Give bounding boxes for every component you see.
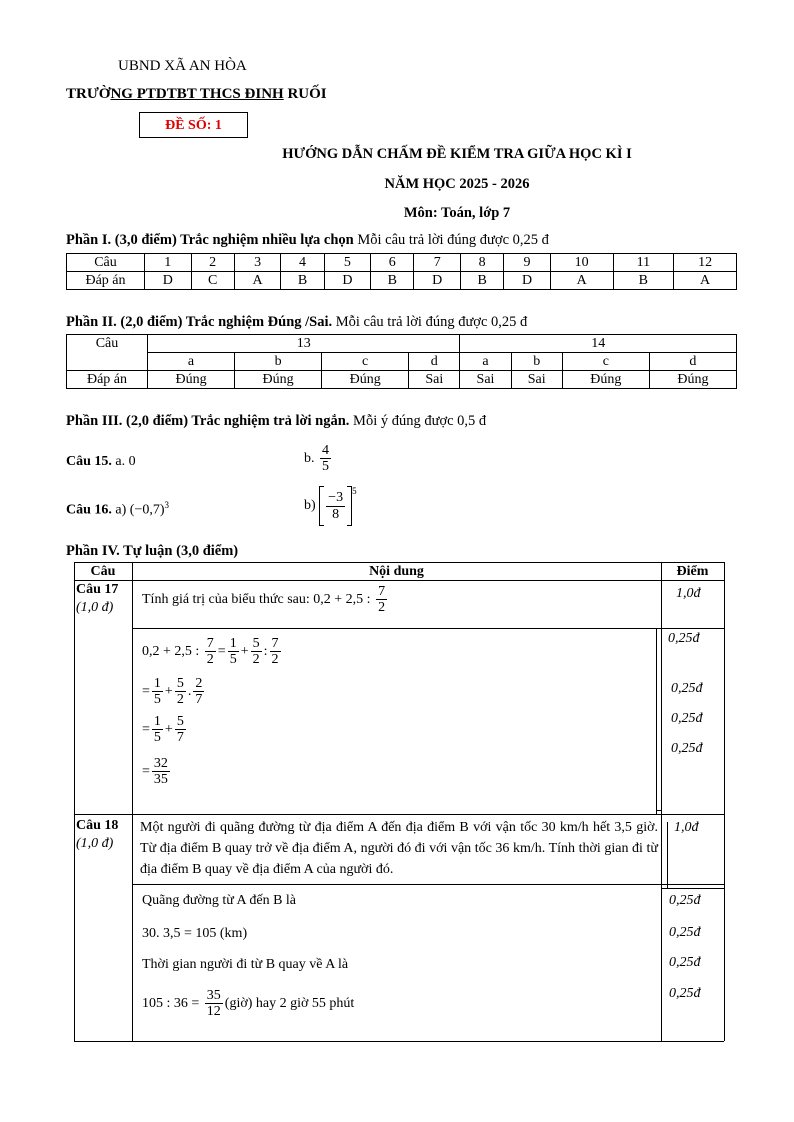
q17-step1: 0,2 + 2,5 : $\frac{7}{2}$ = $\frac{1}{5}$ + $\frac{5}{2}$ : $\frac{7}{2}$ <box>142 636 279 668</box>
subject-line: Môn: Toán, lớp 7 <box>403 205 511 221</box>
fraction-denominator: 5 <box>229 652 237 668</box>
q17-points: (1,0 đ) <box>76 600 114 615</box>
part1-answer-label: Đáp án <box>67 272 145 290</box>
part1-q: 2 <box>191 254 234 272</box>
part1-heading <box>66 232 549 249</box>
part4-heading: Phần IV. Tự luận (3,0 điểm) <box>66 543 239 559</box>
q15-answer <box>66 454 136 470</box>
fraction-numerator: 35 <box>206 988 221 1003</box>
part1-q: 9 <box>504 254 551 272</box>
fraction-denominator: 2 <box>252 652 260 668</box>
part1-q: 3 <box>234 254 281 272</box>
part1-q: 7 <box>414 254 461 272</box>
q16-answer <box>66 500 169 519</box>
part1-a: A <box>674 272 737 290</box>
fraction <box>205 636 216 668</box>
q17-score-4: 0,25đ <box>671 741 703 756</box>
part1-q: 6 <box>371 254 414 272</box>
q18-score-4: 0,25đ <box>669 986 701 1001</box>
part1-a: A <box>234 272 281 290</box>
q18-step4-end: (giờ) hay 2 giờ 55 phút <box>224 996 355 1012</box>
q18-points: (1,0 đ) <box>76 836 114 851</box>
part2-answer-label: Đáp án <box>67 371 148 389</box>
school-name-suffix: RUỐI <box>283 86 327 102</box>
fraction <box>270 636 281 668</box>
fraction-denominator: 12 <box>206 1004 221 1020</box>
fraction <box>251 636 262 668</box>
fraction-numerator: 7 <box>206 636 214 651</box>
part2-sub: d <box>409 353 460 371</box>
q16-a-exponent: 3 <box>164 500 170 510</box>
col-content-header: Nội dung <box>369 564 424 579</box>
page-title: HƯỚNG DẪN CHẤM ĐỀ KIỂM TRA GIỮA HỌC KÌ I <box>282 146 632 162</box>
q15-b <box>304 443 333 475</box>
part1-q: 4 <box>281 254 324 272</box>
part2-q14: 14 <box>460 335 737 353</box>
part1-a: B <box>613 272 674 290</box>
q18-step1: Quãng đường từ A đến B là <box>142 893 297 908</box>
fraction-numerator: 1 <box>153 714 161 729</box>
q17-prompt-text: Tính giá trị của biểu thức sau: <box>142 592 310 608</box>
part1-a: D <box>145 272 192 290</box>
q17-prompt-expr: 0,2 + 2,5 : <box>313 592 371 608</box>
col-score-header: Điểm <box>676 564 709 579</box>
part2-a: Sai <box>409 371 460 389</box>
fraction-numerator: 4 <box>322 443 329 458</box>
fraction <box>152 756 170 788</box>
part3-heading-bold: Phần III. (2,0 điểm) Trắc nghiệm trả lời ngắn. <box>66 413 350 429</box>
fraction <box>152 714 163 746</box>
q17-score-3: 0,25đ <box>671 711 703 726</box>
part1-a: A <box>550 272 613 290</box>
fraction-denominator: 5 <box>322 459 329 475</box>
q15-a: a. 0 <box>115 454 136 469</box>
q17-step2: = $\frac{1}{5}$ + $\frac{5}{2}$ . $\frac{2}{7}$ <box>142 676 203 708</box>
fraction-denominator: 35 <box>153 772 168 788</box>
school-name <box>66 86 327 103</box>
school-name-underlined: NG PTDTBT THCS ĐINH <box>110 86 284 102</box>
exam-code-box: ĐỀ SỐ: 1 <box>139 112 248 138</box>
fraction-denominator: 2 <box>271 652 279 668</box>
q17-fraction <box>376 584 387 616</box>
part2-a: Sai <box>511 371 562 389</box>
fraction-numerator: 7 <box>378 584 386 599</box>
part1-a: D <box>414 272 461 290</box>
q18-total-score: 1,0đ <box>674 820 699 835</box>
q16-b-label: b) <box>304 498 316 513</box>
fraction-denominator: 2 <box>176 692 184 708</box>
fraction-denominator: 5 <box>153 692 161 708</box>
part1-q: 11 <box>613 254 674 272</box>
q16-a-expr: (−0,7) <box>129 502 165 518</box>
q17-prompt <box>142 584 389 616</box>
fraction <box>175 676 186 708</box>
part3-heading <box>66 413 486 430</box>
q16-label: Câu 16. <box>66 502 112 518</box>
fraction-numerator: 1 <box>229 636 237 651</box>
part2-q13: 13 <box>148 335 460 353</box>
q18-score-3: 0,25đ <box>669 955 701 970</box>
fraction-numerator: 1 <box>153 676 161 691</box>
q17-step3: = $\frac{1}{5}$ + $\frac{5}{7}$ <box>142 714 184 746</box>
part2-question-label: Câu <box>67 335 148 371</box>
q17-total-score: 1,0đ <box>676 586 701 601</box>
q17-step1-start: 0,2 + 2,5 : <box>142 644 200 660</box>
q16-b-exponent: 5 <box>352 486 357 496</box>
part2-sub: a <box>460 353 511 371</box>
part2-heading-bold: Phần II. (2,0 điểm) Trắc nghiệm Đúng /Sai. <box>66 314 333 330</box>
q15-label: Câu 15. <box>66 454 112 469</box>
q18-score-2: 0,25đ <box>669 925 701 940</box>
part2-sub: b <box>235 353 322 371</box>
authority-name: UBND XÃ AN HÒA <box>118 58 247 74</box>
q17-label: Câu 17 <box>76 582 119 597</box>
part1-q: 5 <box>324 254 371 272</box>
q15-b-label: b. <box>304 451 315 467</box>
fraction-numerator: −3 <box>328 490 344 506</box>
fraction-denominator: 5 <box>153 730 161 746</box>
part2-a: Đúng <box>322 371 409 389</box>
part1-q: 12 <box>674 254 737 272</box>
part2-sub: c <box>322 353 409 371</box>
part1-heading-bold: Phần I. (3,0 điểm) Trắc nghiệm nhiều lựa chọn <box>66 232 354 248</box>
part1-q: 1 <box>145 254 192 272</box>
fraction-numerator: 5 <box>252 636 260 651</box>
part2-sub: c <box>562 353 649 371</box>
q18-score-1: 0,25đ <box>669 893 701 908</box>
fraction-denominator: 7 <box>176 730 184 746</box>
fraction-numerator: 2 <box>195 676 203 691</box>
school-year: NĂM HỌC 2025 - 2026 <box>384 176 530 192</box>
q17-step4: = $\frac{32}{35}$ <box>142 756 168 788</box>
col-question-header: Câu <box>90 564 116 579</box>
q15-b-fraction <box>320 443 331 475</box>
fraction-denominator: 2 <box>206 652 214 668</box>
fraction <box>152 676 163 708</box>
part2-sub-row <box>67 353 737 371</box>
q17-score-1: 0,25đ <box>668 631 700 646</box>
part1-a: B <box>281 272 324 290</box>
part1-q: 8 <box>460 254 503 272</box>
part2-a: Sai <box>460 371 511 389</box>
part2-answer-table <box>66 334 737 389</box>
fraction-denominator: 8 <box>332 506 340 522</box>
q18-prompt: Một người đi quãng đường từ địa điểm A đến địa điểm B với vận tốc 30 km/h hết 3,5 giờ. Từ địa điểm B quay trở về địa điểm A, người đó đi với vận tốc 36 km/h. Tính thời gian đi từ địa điểm B quay về địa điểm A của người đó. <box>140 820 658 877</box>
part3-heading-rest: Mỗi ý đúng được 0,5 đ <box>349 413 487 429</box>
fraction-numerator: 32 <box>153 756 168 771</box>
fraction <box>228 636 239 668</box>
fraction-numerator: 5 <box>176 676 184 691</box>
part2-a: Đúng <box>235 371 322 389</box>
part1-a: B <box>460 272 503 290</box>
fraction <box>193 676 204 708</box>
fraction-numerator: 5 <box>176 714 184 729</box>
part1-a: D <box>504 272 551 290</box>
fraction-numerator: 7 <box>271 636 279 651</box>
part2-sub: d <box>649 353 736 371</box>
part1-a: D <box>324 272 371 290</box>
q18-step3: Thời gian người đi từ B quay về A là <box>142 957 349 972</box>
q16-a-label: a) <box>115 502 127 518</box>
part2-question-row <box>67 335 737 353</box>
part2-sub: b <box>511 353 562 371</box>
fraction <box>205 988 223 1020</box>
q17-score-2: 0,25đ <box>671 681 703 696</box>
part2-heading-rest: Mỗi câu trả lời đúng được 0,25 đ <box>332 314 528 330</box>
part2-answer-row <box>67 371 737 389</box>
school-name-prefix: TRƯỜ <box>66 86 111 102</box>
q18-step2: 30. 3,5 = 105 (km) <box>142 926 248 941</box>
q18-step4 <box>142 988 354 1020</box>
part1-q: 10 <box>550 254 613 272</box>
part2-a: Đúng <box>649 371 736 389</box>
part1-a: B <box>371 272 414 290</box>
part1-question-label: Câu <box>67 254 145 272</box>
part1-answer-table <box>66 253 737 290</box>
part1-question-row <box>67 254 737 272</box>
part1-a: C <box>191 272 234 290</box>
part2-heading <box>66 314 527 331</box>
part2-a: Đúng <box>562 371 649 389</box>
q18-step4-start: 105 : 36 = <box>142 996 200 1012</box>
fraction <box>175 714 186 746</box>
q16-b-bracket <box>319 486 352 526</box>
part1-heading-rest: Mỗi câu trả lời đúng được 0,25 đ <box>353 232 549 248</box>
q16-b-fraction <box>326 490 345 522</box>
fraction-denominator: 7 <box>195 692 203 708</box>
fraction-denominator: 2 <box>378 600 386 616</box>
part1-answer-row <box>67 272 737 290</box>
q16-b <box>304 486 357 526</box>
part2-sub: a <box>148 353 235 371</box>
part2-a: Đúng <box>148 371 235 389</box>
q18-label: Câu 18 <box>76 818 119 833</box>
